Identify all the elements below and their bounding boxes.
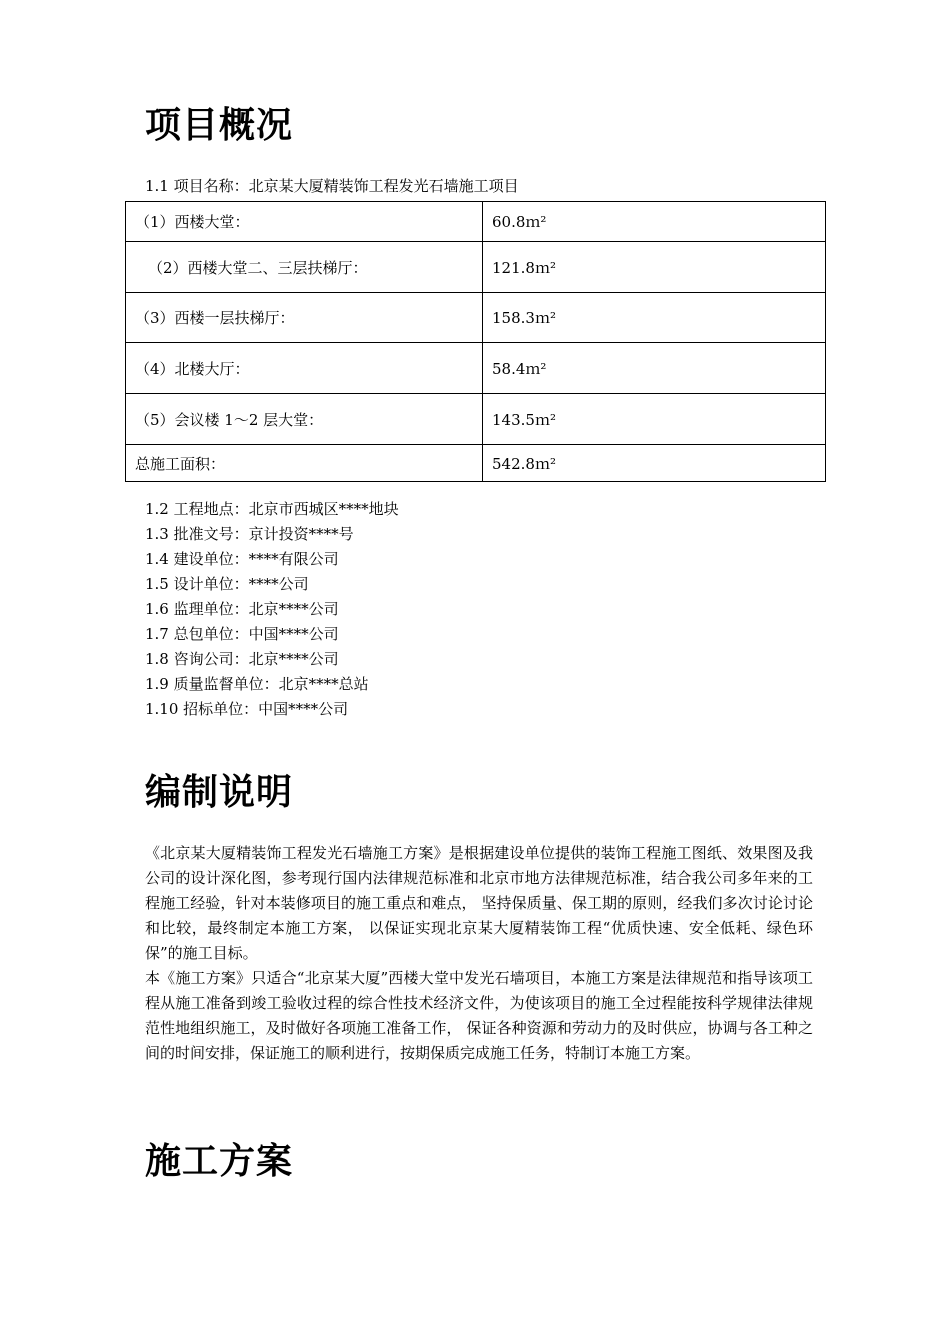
info-line: 1.5 设计单位：****公司 xyxy=(145,575,309,593)
area-table xyxy=(125,201,826,482)
section-title-compilation: 编制说明 xyxy=(145,772,294,813)
table-cell-label: 总施工面积： xyxy=(126,445,483,482)
table-row xyxy=(126,242,826,293)
table-cell-value: 60.8ｍ² xyxy=(483,202,826,242)
compilation-text xyxy=(145,841,813,1066)
table-cell-label: （5）会议楼 1～2 层大堂： xyxy=(126,394,483,445)
table-cell-label: （2）西楼大堂二、三层扶梯厅： xyxy=(126,242,483,293)
info-line: 1.9 质量监督单位：北京****总站 xyxy=(145,675,369,693)
table-cell-value: 542.8ｍ² xyxy=(483,445,826,482)
table-cell-label: （3）西楼一层扶梯厅： xyxy=(126,293,483,343)
table-cell-label: （4）北楼大厅： xyxy=(126,343,483,394)
table-cell-value: 143.5ｍ² xyxy=(483,394,826,445)
info-line: 1.10 招标单位：中国****公司 xyxy=(145,700,349,718)
project-name-line: 1.1 项目名称：北京某大厦精装饰工程发光石墙施工项目 xyxy=(145,177,519,195)
table-row xyxy=(126,394,826,445)
table-cell-value: 121.8ｍ² xyxy=(483,242,826,293)
info-line: 1.6 监理单位：北京****公司 xyxy=(145,600,339,618)
table-cell-label: （1）西楼大堂： xyxy=(126,202,483,242)
table-row xyxy=(126,343,826,394)
table-row xyxy=(126,293,826,343)
info-line: 1.8 咨询公司：北京****公司 xyxy=(145,650,339,668)
info-line: 1.3 批准文号：京计投资****号 xyxy=(145,525,354,543)
paragraph: 《北京某大厦精装饰工程发光石墙施工方案》是根据建设单位提供的装饰工程施工图纸、效果图及我公司的设计深化图，参考现行国内法律规范标准和北京市地方法律规范标准，结合我公司多年来的工程施工经验，针对本装修项目的施工重点和难点， 坚持保质量、保工期的原则，经我们多次讨论讨论和比较，最终制定本施工方案， 以保证实现北京某大厦精装饰工程“优质快速、安全低耗、绿色环保”的施工目标。 xyxy=(145,844,813,962)
section-title-construction-plan: 施工方案 xyxy=(145,1141,294,1182)
info-line: 1.7 总包单位：中国****公司 xyxy=(145,625,339,643)
project-info-list xyxy=(145,497,399,722)
table-row xyxy=(126,445,826,482)
info-line: 1.2 工程地点：北京市西城区****地块 xyxy=(145,500,399,518)
section-title-overview: 项目概况 xyxy=(145,105,294,146)
info-line: 1.4 建设单位：****有限公司 xyxy=(145,550,339,568)
paragraph: 本《施工方案》只适合“北京某大厦”西楼大堂中发光石墙项目，本施工方案是法律规范和指导该项工程从施工准备到竣工验收过程的综合性技术经济文件，为使该项目的施工全过程能按科学规律法律规范性地组织施工，及时做好各项施工准备工作， 保证各种资源和劳动力的及时供应，协调与各工种之间的时间安排，保证施工的顺利进行，按期保质完成施工任务，特制订本施工方案。 xyxy=(145,969,813,1062)
table-row xyxy=(126,202,826,242)
table-cell-value: 158.3ｍ² xyxy=(483,293,826,343)
table-cell-value: 58.4ｍ² xyxy=(483,343,826,394)
